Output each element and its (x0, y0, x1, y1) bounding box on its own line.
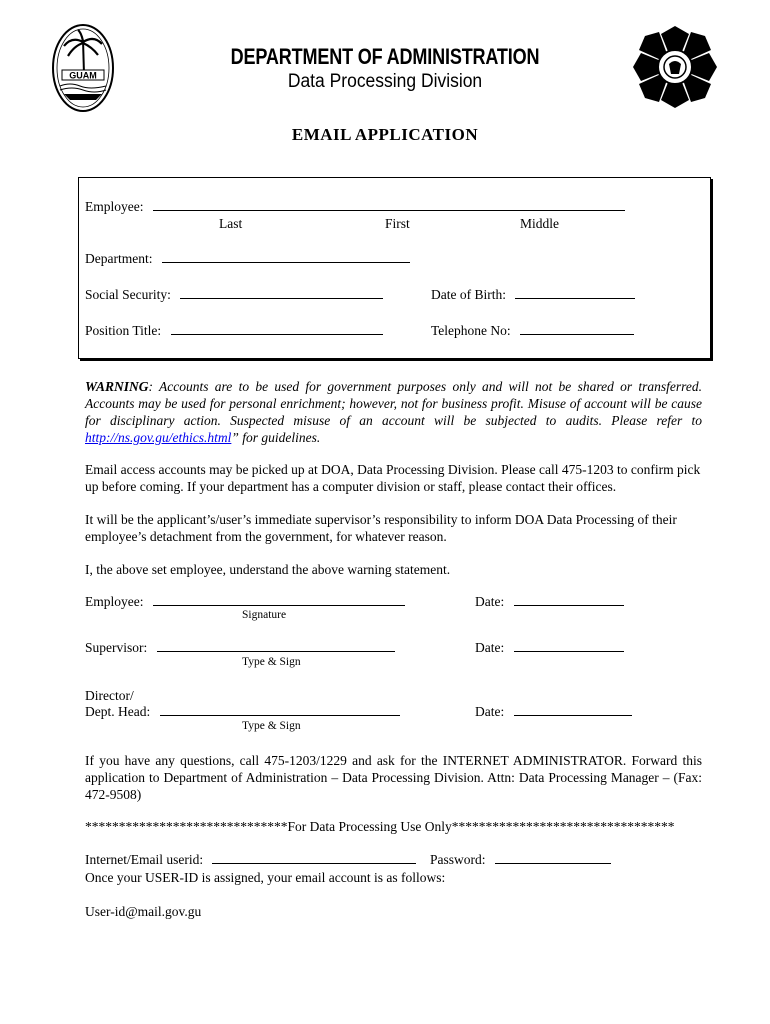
director-date-field[interactable] (475, 704, 632, 720)
supervisor-signature-field[interactable] (85, 640, 395, 656)
warning-text: : Accounts are to be used for government purposes only and will not be shared or transferred. Accounts may be used for personal enrichment; however, not for business profit. Misuse of account will be cause for disciplinary action. Suspected misuse of an account will be subjected to audits. Please refer to (85, 379, 702, 428)
director-signature-caption: Type & Sign (242, 720, 301, 732)
dob-line[interactable] (515, 297, 635, 299)
name-part-middle: Middle (520, 216, 559, 231)
department-label: Department: (85, 251, 153, 266)
password-line[interactable] (495, 862, 611, 864)
assigned-text: Once your USER-ID is assigned, your email account is as follows: (85, 870, 446, 885)
director-date-line[interactable] (514, 714, 632, 716)
office-use-banner (85, 819, 674, 835)
employee-name-field[interactable] (85, 199, 625, 215)
dob-field[interactable] (431, 287, 635, 303)
supervisor-date-label: Date: (475, 640, 505, 655)
name-part-first: First (385, 216, 410, 231)
ssn-label: Social Security: (85, 287, 171, 302)
userid-field[interactable] (85, 852, 416, 868)
employee-date-line[interactable] (514, 604, 624, 606)
supervisor-signature-caption: Type & Sign (242, 656, 301, 668)
division-subtitle: Data Processing Division (287, 71, 483, 92)
phone-line[interactable] (520, 333, 634, 335)
department-field[interactable] (85, 251, 410, 267)
ethics-link[interactable]: http://ns.gov.gu/ethics.html (85, 430, 232, 445)
director-signature-label: Dept. Head: (85, 704, 151, 719)
userid-line[interactable] (212, 862, 416, 864)
director-signature-line[interactable] (160, 714, 400, 716)
employee-name-label: Employee: (85, 199, 144, 214)
acknowledge-paragraph: I, the above set employee, understand the above warning statement. (85, 562, 451, 577)
banner-stars-right: ********************************* (451, 819, 675, 834)
contact-paragraph: If you have any questions, call 475-1203/1229 and ask for the INTERNET ADMINISTRATOR. Forward this application to Department of Administration – Data Processing Division. Attn: Data Processing Manager – (Fax: 472-9508) (85, 753, 702, 802)
pickup-paragraph: Email access accounts may be picked up at DOA, Data Processing Division. Please call 475-1203 to confirm pick up before coming. If your department has a computer division or staff, please contact their offices. (85, 462, 701, 494)
form-title: EMAIL APPLICATION (291, 125, 479, 144)
employee-date-field[interactable] (475, 594, 624, 610)
supervisor-signature-label: Supervisor: (85, 640, 148, 655)
password-label: Password: (430, 852, 486, 867)
banner-text: For Data Processing Use Only (287, 819, 452, 834)
employee-date-label: Date: (475, 594, 505, 609)
svg-text:GUAM: GUAM (69, 70, 97, 81)
password-field[interactable] (430, 852, 611, 868)
ssn-line[interactable] (180, 297, 383, 299)
department-title: DEPARTMENT OF ADMINISTRATION (230, 44, 540, 69)
warning-paragraph (85, 378, 702, 446)
userid-label: Internet/Email userid: (85, 852, 204, 867)
name-part-last: Last (219, 216, 243, 231)
employee-signature-line[interactable] (153, 604, 405, 606)
position-field[interactable] (85, 323, 383, 339)
supervisor-date-line[interactable] (514, 650, 624, 652)
employee-signature-label: Employee: (85, 594, 144, 609)
employee-signature-caption: Signature (242, 609, 287, 621)
director-signature-field[interactable] (85, 704, 400, 720)
phone-label: Telephone No: (431, 323, 511, 338)
director-label-line-1: Director/ (85, 688, 134, 703)
email-format: User-id@mail.gov.gu (85, 904, 202, 919)
position-label: Position Title: (85, 323, 162, 338)
employee-signature-field[interactable] (85, 594, 405, 610)
warning-after: ” for guidelines. (231, 430, 321, 445)
supervisor-signature-line[interactable] (157, 650, 395, 652)
employee-name-line[interactable] (153, 209, 625, 211)
banner-stars-left: ****************************** (85, 819, 288, 834)
supervisor-responsibility-paragraph: It will be the applicant’s/user’s immediate supervisor’s responsibility to inform DOA Data Processing of their employee’s detachment from the government, for whatever reason. (85, 512, 677, 544)
dob-label: Date of Birth: (431, 287, 506, 302)
phone-field[interactable] (431, 323, 634, 339)
position-line[interactable] (171, 333, 383, 335)
director-date-label: Date: (475, 704, 505, 719)
ssn-field[interactable] (85, 287, 383, 303)
department-line[interactable] (162, 261, 410, 263)
warning-label: WARNING (85, 379, 149, 394)
supervisor-date-field[interactable] (475, 640, 624, 656)
